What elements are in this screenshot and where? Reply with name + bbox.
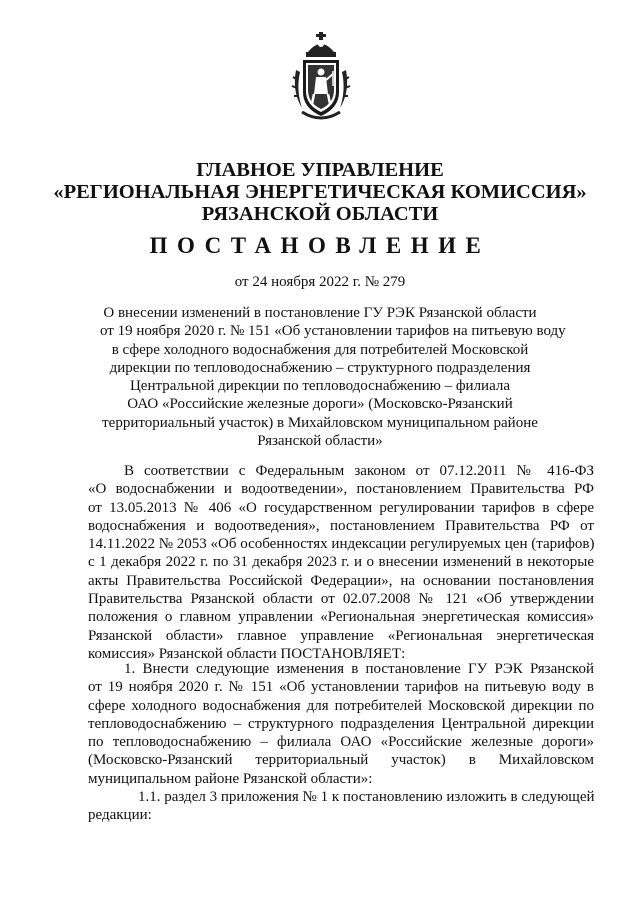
preamble-line: водоснабжения и водоотведения», постановлением Правительства РФ от — [88, 517, 594, 534]
preamble-line: Правительства Рязанской области от 02.07.2008 № 121 «Об утверждении — [88, 591, 594, 608]
document-type-heading: ПОСТАНОВЛЕНИЕ — [149, 233, 491, 258]
preamble-line: 14.11.2022 № 2053 «Об особенностях индексации регулируемых цен (тарифов) — [88, 536, 595, 553]
subject-line: территориальный участок) в Михайловском муниципальном районе — [102, 414, 538, 431]
document-date-number: от 24 ноября 2022 г. № 279 — [234, 274, 406, 290]
subject-line: от 19 ноября 2020 г. № 151 «Об установлении тарифов на питьевую воду — [100, 323, 566, 340]
subject-line: Центральной дирекции по тепловодоснабжению – филиала — [129, 378, 511, 395]
clause-1-line: муниципальном районе Рязанской области»: — [88, 770, 373, 787]
agency-title-line-3: РЯЗАНСКОЙ ОБЛАСТИ — [201, 203, 439, 225]
document-subject — [100, 304, 566, 450]
clause-1-1-line: 1.1. раздел 3 приложения № 1 к постановлению изложить в следующей — [138, 789, 595, 806]
preamble-paragraph — [88, 462, 594, 663]
clause-1-line: 1. Внести следующие изменения в постановление ГУ РЭК Рязанской — [124, 661, 594, 677]
agency-title-line-1: ГЛАВНОЕ УПРАВЛЕНИЕ — [196, 159, 444, 181]
clause-1 — [88, 660, 594, 825]
subject-line: дирекции по тепловодоснабжению – структурного подразделения — [109, 359, 531, 376]
subject-line: Рязанской области» — [257, 433, 383, 450]
preamble-line: «О водоснабжении и водоотведении», постановлением Правительства РФ — [88, 481, 594, 498]
preamble-line: с 1 декабря 2022 г. по 31 декабря 2023 г. и о внесении изменений в некоторые — [88, 554, 594, 571]
preamble-line: Рязанской области» главное управление «Региональная энергетическая — [88, 627, 594, 644]
preamble-line: В соответствии с Федеральным законом от 07.12.2011 № 416-ФЗ — [124, 463, 594, 479]
preamble-line: от 13.05.2013 № 406 «О государственном регулировании тарифов в сфере — [88, 499, 594, 516]
preamble-line: положения о главном управлении «Региональная энергетическая комиссия» — [88, 609, 594, 626]
preamble-line: акты Правительства Российской Федерации», на основании постановления — [88, 572, 594, 589]
subject-line: О внесении изменений в постановление ГУ РЭК Рязанской области — [103, 305, 537, 321]
coat-of-arms-icon — [288, 30, 354, 122]
preamble-line: комиссия» Рязанской области ПОСТАНОВЛЯЕТ: — [88, 645, 406, 662]
subject-line: в сфере холодного водоснабжения для потребителей Московской — [111, 341, 529, 358]
clause-1-line: тепловодоснабжению – структурного подразделения Центральной дирекции — [88, 715, 594, 732]
agency-title-line-2: «РЕГИОНАЛЬНАЯ ЭНЕРГЕТИЧЕСКАЯ КОМИССИЯ» — [53, 181, 587, 203]
subject-line: ОАО «Российские железные дороги» (Московско-Рязанский — [127, 396, 513, 413]
clause-1-line: (Московско-Рязанский территориальный участок) в Михайловском — [88, 752, 594, 769]
clause-1-1-line: редакции: — [88, 807, 152, 824]
clause-1-line: от 19 ноября 2020 г. № 151 «Об установлении тарифов на питьевую воду в — [88, 679, 594, 696]
clause-1-line: сфере холодного водоснабжения для потребителей Московской дирекции по — [88, 697, 594, 714]
clause-1-line: по тепловодоснабжению – филиала ОАО «Российские железные дороги» — [88, 734, 594, 751]
